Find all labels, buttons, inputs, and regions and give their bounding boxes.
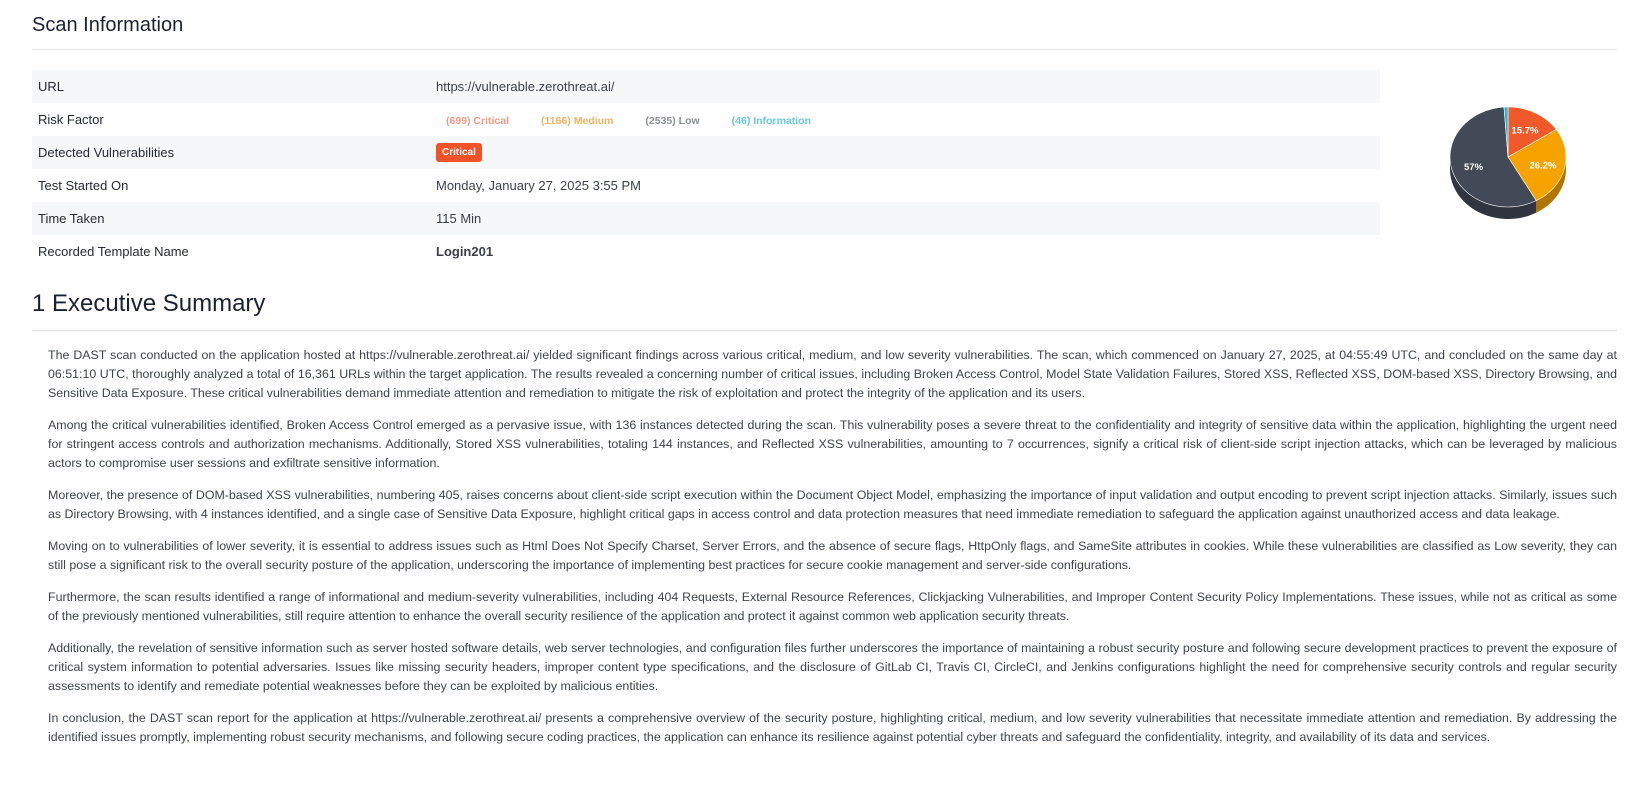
scan-info-table: [32, 70, 1380, 268]
summary-paragraph: Moreover, the presence of DOM-based XSS vulnerabilities, numbering 405, raises concerns about client-side script execution within the Document Object Model, emphasizing the importance of input validation and output encoding to prevent script injection attacks. Similarly, issues such as Directory Browsing, with 4 instances identified, and a single case of Sensitive Data Exposure, highlight critical gaps in access control and data protection measures that need immediate remediation to safeguard the application against unauthorized access and data leakage.: [48, 488, 1617, 521]
risk-medium-count: (1166) Medium: [541, 115, 614, 127]
pie-chart-svg: [1450, 105, 1590, 229]
risk-pie-chart: [1450, 105, 1590, 229]
url-value: https://vulnerable.zerothreat.ai/: [436, 79, 615, 94]
risk-critical-count: (699) Critical: [446, 115, 510, 127]
row-label: Recorded Template Name: [38, 244, 189, 259]
divider: [32, 49, 1617, 50]
row-label: Test Started On: [38, 178, 129, 193]
summary-paragraph: Furthermore, the scan results identified a range of informational and medium-severity vulnerabilities, including 404 Requests, External Resource References, Clickjacking Vulnerabilities, and Improper Content Security Policy Implementations. These issues, while not as critical as some of the previously mentioned vulnerabilities, still require attention to enhance the overall security resilience of the application and protect it against common web application security threats.: [48, 590, 1617, 623]
table-row-url: [32, 70, 1380, 103]
scan-information-heading: Scan Information: [32, 14, 184, 36]
executive-summary-body: [48, 346, 1617, 760]
template-name-value: Login201: [436, 244, 494, 259]
test-started-value: Monday, January 27, 2025 3:55 PM: [436, 178, 641, 193]
summary-paragraph: Among the critical vulnerabilities identified, Broken Access Control emerged as a pervasive issue, with 136 instances detected during the scan. This vulnerability poses a severe threat to the confidentiality and integrity of sensitive data within the application, highlighting the urgent need for stringent access controls and authorization mechanisms. Additionally, Stored XSS vulnerabilities, totaling 144 instances, and Reflected XSS vulnerabilities, amounting to 7 occurrences, signify a critical risk of client-side script injection attacks, which can be leveraged by malicious actors to compromise user sessions and exfiltrate sensitive information.: [48, 418, 1617, 470]
table-row-risk-factor: [32, 103, 1380, 136]
summary-paragraph: Additionally, the revelation of sensitive information such as server hosted software details, web server technologies, and configuration files further underscores the importance of maintaining a robust security posture and following secure development practices to prevent the exposure of critical system information to potential adversaries. Issues like missing security headers, improper content type specifications, and the disclosure of GitLab CI, Travis CI, CircleCI, and Jenkins configurations highlight the need for comprehensive security controls and regular security assessments to identify and remediate potential weaknesses before they can be exploited by malicious entities.: [48, 641, 1617, 693]
executive-summary-heading: 1 Executive Summary: [32, 290, 266, 317]
table-row-time-taken: [32, 202, 1380, 235]
summary-paragraph: Moving on to vulnerabilities of lower severity, it is essential to address issues such as Html Does Not Specify Charset, Server Errors, and the absence of secure flags, HttpOnly flags, and SameSite attributes in cookies. While these vulnerabilities are classified as Low severity, they can still pose a significant risk to the overall security posture of the application, underscoring the importance of implementing best practices for secure cookie management and server-side configurations.: [48, 539, 1617, 572]
risk-low-count: (2535) Low: [645, 115, 700, 127]
detected-vulnerabilities-value: [436, 136, 1380, 169]
row-label: Detected Vulnerabilities: [38, 145, 175, 160]
row-label: Risk Factor: [38, 112, 104, 127]
time-taken-value: 115 Min: [436, 211, 482, 226]
pie-label-critical: 15.7%: [1511, 125, 1539, 137]
divider: [32, 330, 1617, 331]
table-row-template-name: [32, 235, 1380, 268]
critical-badge: Critical: [436, 143, 482, 162]
risk-factor-value: [436, 103, 1380, 136]
risk-information-count: (46) Information: [731, 115, 811, 127]
summary-paragraph: In conclusion, the DAST scan report for the application at https://vulnerable.zerothreat.ai/ presents a comprehensive overview of the security posture, highlighting critical, medium, and low severity vulnerabilities that necessitate immediate attention and remediation. By addressing the identified issues promptly, implementing robust security mechanisms, and following secure coding practices, the application can enhance its resilience against potential cyber threats and safeguard the confidentiality, integrity, and availability of its data and services.: [48, 711, 1617, 744]
row-label: Time Taken: [38, 211, 105, 226]
pie-label-medium: 26.2%: [1529, 160, 1557, 172]
table-row-test-started: [32, 169, 1380, 202]
table-row-detected-vulnerabilities: [32, 136, 1380, 169]
pie-label-low: 57%: [1464, 161, 1484, 173]
summary-paragraph: The DAST scan conducted on the application hosted at https://vulnerable.zerothreat.ai/ yielded significant findings across various critical, medium, and low severity vulnerabilities. The scan, which commenced on January 27, 2025, at 04:55:49 UTC, and concluded on the same day at 06:51:10 UTC, thoroughly analyzed a total of 16,361 URLs within the target application. The results revealed a concerning number of critical issues, including Broken Access Control, Model State Validation Failures, Stored XSS, Reflected XSS, DOM-based XSS, Directory Browsing, and Sensitive Data Exposure. These critical vulnerabilities demand immediate attention and remediation to mitigate the risk of exploitation and protect the integrity of the application and its users.: [48, 348, 1617, 400]
row-label: URL: [38, 79, 65, 94]
